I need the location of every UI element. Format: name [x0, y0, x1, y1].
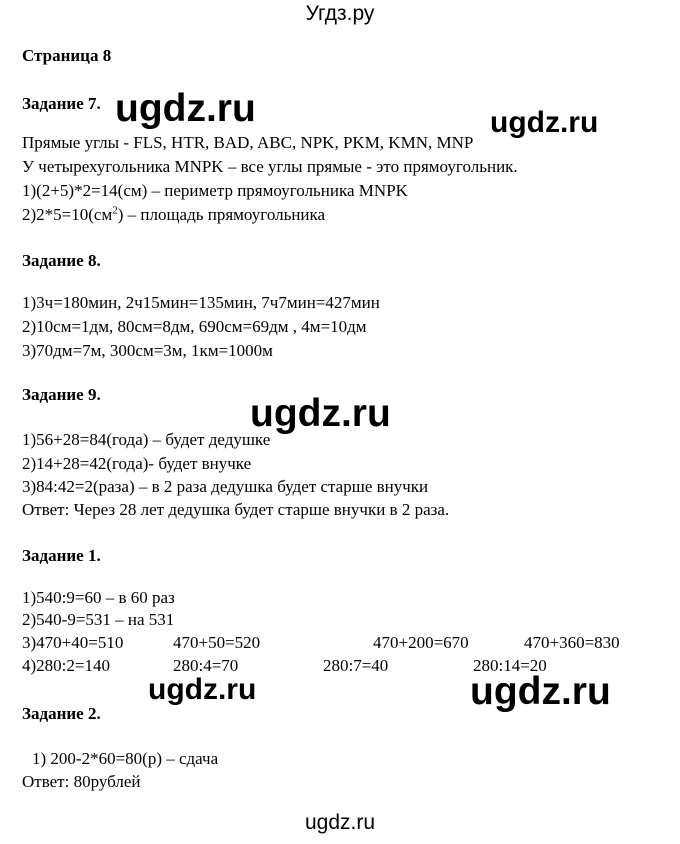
task1-heading: Задание 1.	[22, 546, 101, 565]
site-header: Угдз.ру	[305, 2, 375, 25]
task8-line: 1)3ч=180мин, 2ч15мин=135мин, 7ч7мин=427мин	[22, 293, 380, 312]
task1-row4-cell: 280:7=40	[323, 656, 389, 675]
task1-line: 2)540-9=531 – на 531	[22, 610, 175, 629]
page-title: Страница 8	[22, 46, 112, 65]
task2-line: Ответ: 80рублей	[22, 772, 141, 791]
task8-line: 2)10см=1дм, 80см=8дм, 690см=69дм , 4м=10дм	[22, 317, 367, 336]
task7-line	[22, 205, 325, 225]
task8-line: 3)70дм=7м, 300см=3м, 1км=1000м	[22, 341, 273, 360]
task1-row4-cell: 280:14=20	[473, 656, 547, 675]
watermark: ugdz.ru	[490, 106, 599, 139]
task1-line: 1)540:9=60 – в 60 раз	[22, 588, 175, 607]
task1-row3-cell: 470+200=670	[373, 633, 469, 652]
task1-row3-cell: 3)470+40=510	[22, 633, 124, 652]
task9-line: Ответ: Через 28 лет дедушка будет старше внучки в 2 раза.	[22, 500, 450, 519]
task7-line4-part: ) – площадь прямоугольника	[117, 205, 326, 224]
task9-heading: Задание 9.	[22, 385, 101, 404]
watermark: ugdz.ru	[250, 392, 391, 435]
watermark: ugdz.ru	[470, 670, 611, 713]
task7-line: У четырехугольника MNPK – все углы прямые - это прямоугольник.	[22, 157, 518, 176]
task7-line: Прямые углы - FLS, HTR, BAD, ABC, NPK, PKM, KMN, MNP	[22, 133, 474, 152]
task2-heading: Задание 2.	[22, 704, 101, 723]
site-footer: ugdz.ru	[304, 811, 376, 834]
superscript: 2	[112, 204, 118, 217]
watermark: ugdz.ru	[148, 673, 257, 706]
task1-row3-cell: 470+360=830	[524, 633, 620, 652]
task7-heading: Задание 7.	[22, 94, 101, 113]
task1-row4-cell: 4)280:2=140	[22, 656, 110, 675]
task7-line4-part: 2)2*5=10(см	[22, 205, 113, 224]
task8-heading: Задание 8.	[22, 251, 101, 270]
task7-line: 1)(2+5)*2=14(см) – периметр прямоугольника MNPK	[22, 181, 408, 200]
task9-line: 2)14+28=42(года)- будет внучке	[22, 454, 252, 473]
watermark: ugdz.ru	[115, 87, 256, 130]
task9-line: 3)84:42=2(раза) – в 2 раза дедушка будет старше внучки	[22, 477, 429, 496]
task2-line: 1) 200-2*60=80(р) – сдача	[32, 749, 219, 768]
task1-row4-cell: 280:4=70	[173, 656, 239, 675]
task9-line: 1)56+28=84(года) – будет дедушке	[22, 430, 271, 449]
task1-row3-cell: 470+50=520	[173, 633, 261, 652]
